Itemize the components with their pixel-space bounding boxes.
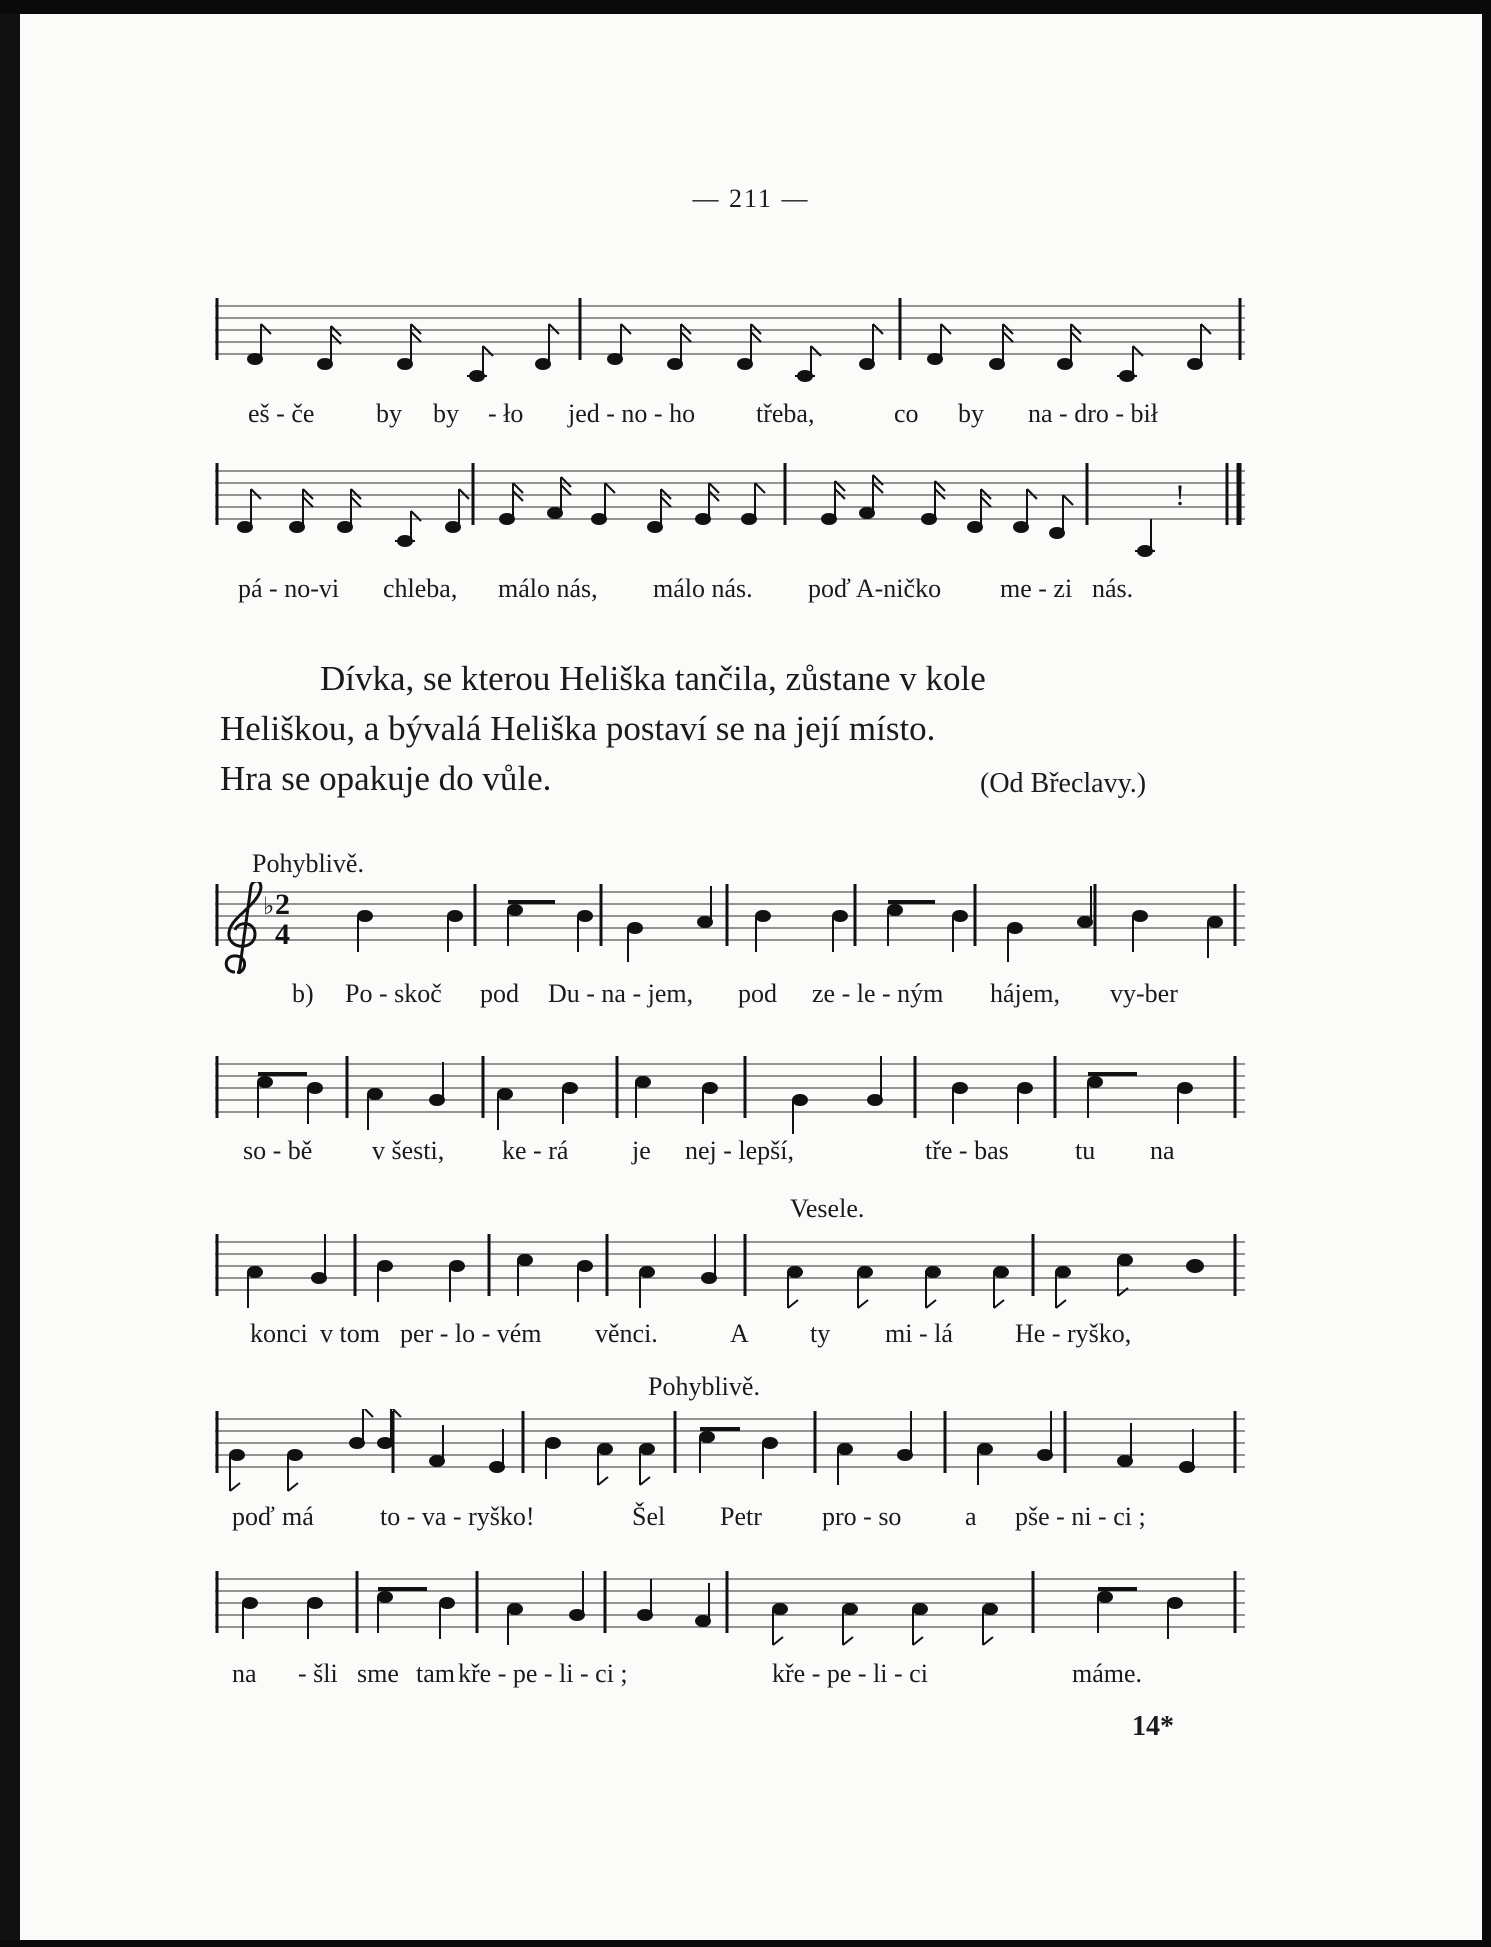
lyric: A [730, 1319, 749, 1348]
lyric: věnci. [595, 1319, 658, 1348]
signature-mark: 14* [1132, 1711, 1174, 1742]
book-page [20, 14, 1482, 1940]
page-number: — 211 — [692, 184, 810, 213]
lyric: eš - če [248, 399, 315, 428]
paragraph-line-2: Heliškou, a bývalá Heliška postaví se na její místo. [220, 709, 936, 748]
lyric: hájem, [990, 979, 1061, 1008]
lyric: Po - skoč [345, 979, 442, 1008]
svg-text:!: ! [1175, 479, 1185, 512]
lyric: kře - pe - li - ci [772, 1659, 928, 1688]
lyric: Petr [720, 1502, 762, 1531]
tempo-marking: Vesele. [790, 1194, 865, 1223]
music-staff-7 [215, 1569, 1245, 1669]
music-staff-2 [215, 461, 1245, 561]
lyric: pro - so [822, 1502, 902, 1531]
lyric: sme [357, 1659, 399, 1688]
lyric: tam [416, 1659, 455, 1688]
lyric: ze - le - ným [812, 979, 944, 1008]
lyric: chleba, [383, 574, 458, 603]
paragraph-line-1: Dívka, se kterou Heliška tančila, zůstane v kole [320, 659, 986, 698]
lyrics-line-3 [20, 979, 1482, 1011]
lyric: Du - na - jem, [548, 979, 694, 1008]
lyric: me - zi [1000, 574, 1073, 603]
lyric: nej - lepší, [685, 1136, 795, 1165]
lyric: na [1150, 1136, 1175, 1165]
lyric: v šesti, [372, 1136, 445, 1165]
lyric: He - ryško, [1015, 1319, 1132, 1348]
tempo-marking: Pohyblivě. [648, 1372, 760, 1401]
lyric: pod [738, 979, 777, 1008]
lyric: tu [1075, 1136, 1096, 1165]
lyrics-line-2 [20, 574, 1482, 606]
lyric: třeba, [756, 399, 815, 428]
lyric: konci [250, 1319, 308, 1348]
tempo-marking: Pohyblivě. [252, 849, 364, 878]
music-staff-3 [215, 882, 1245, 982]
lyric: nás. [1092, 574, 1134, 603]
lyric: b) [292, 979, 314, 1008]
lyric: per - lo - vém [400, 1319, 542, 1348]
lyric: v tom [320, 1319, 380, 1348]
music-staff-1 [215, 296, 1245, 386]
lyric: málo nás, [498, 574, 598, 603]
lyric: poď A-ničko [808, 574, 942, 603]
lyric: Šel [632, 1502, 666, 1531]
lyric: co [894, 399, 919, 428]
lyric: - šli [298, 1659, 338, 1688]
time-signature-top: 2 [275, 888, 290, 921]
lyric: so - bě [243, 1136, 313, 1165]
lyric: by [433, 399, 459, 428]
lyrics-line-7 [20, 1659, 1482, 1691]
lyric: málo nás. [653, 574, 753, 603]
music-staff-6 [215, 1409, 1245, 1509]
lyric: jed - no - ho [568, 399, 696, 428]
lyric: - ło [488, 399, 524, 428]
lyric: má [282, 1502, 314, 1531]
lyrics-line-5 [20, 1319, 1482, 1351]
lyric: to - va - ryško! [380, 1502, 535, 1531]
lyric: pá - no-vi [238, 574, 340, 603]
lyric: ke - rá [502, 1136, 569, 1165]
lyrics-line-4 [20, 1136, 1482, 1168]
lyric: kře - pe - li - ci ; [458, 1659, 628, 1688]
lyric: a [965, 1502, 977, 1531]
svg-text:♭: ♭ [263, 894, 275, 920]
lyric: mi - lá [885, 1319, 953, 1348]
lyric: pod [480, 979, 519, 1008]
lyric: pše - ni - ci ; [1015, 1502, 1146, 1531]
lyric: tře - bas [925, 1136, 1009, 1165]
time-signature-bottom: 4 [275, 918, 290, 951]
lyric: vy-ber [1110, 979, 1178, 1008]
lyric: máme. [1072, 1659, 1143, 1688]
lyric: je [632, 1136, 651, 1165]
lyric: by [958, 399, 984, 428]
lyric: ty [810, 1319, 831, 1348]
music-staff-5 [215, 1232, 1245, 1332]
lyric: na - dro - bił [1028, 399, 1158, 428]
lyric: na [232, 1659, 257, 1688]
lyric: by [376, 399, 402, 428]
paragraph-line-3: Hra se opakuje do vůle. [220, 759, 552, 798]
lyrics-line-6 [20, 1502, 1482, 1534]
lyrics-line-1 [20, 399, 1482, 431]
lyric: poď [232, 1502, 275, 1531]
source-note: (Od Břeclavy.) [980, 768, 1147, 799]
